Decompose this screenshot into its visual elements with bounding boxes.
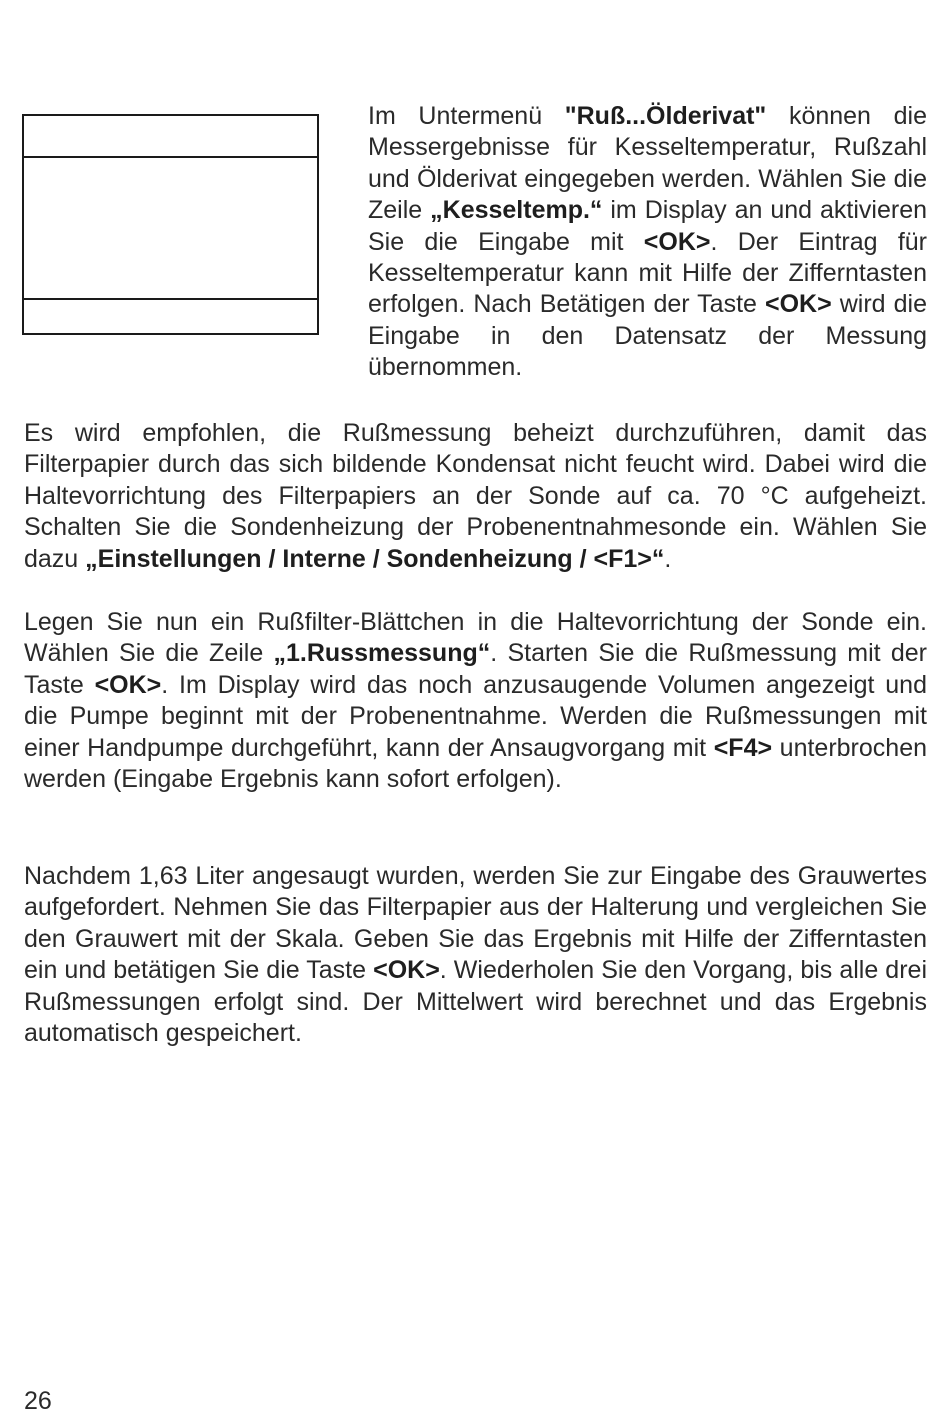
intro-text-2: können die Messergebnisse für Kesseltemperatur, Rußzahl und Ölderivat eingegeben werden. Wählen Sie die Zeile <box>368 102 927 225</box>
page-number: 26 <box>24 1387 52 1415</box>
body-paragraph-russmessung <box>24 607 927 795</box>
intro-text-3: im Display an und aktivieren Sie die Eingabe mit <box>368 196 928 256</box>
body2-text-2: . Starten Sie die Rußmessung mit der Taste <box>24 639 927 699</box>
body3-text-1: Nachdem 1,63 Liter angesaugt wurden, werden Sie zur Eingabe des Grauwertes aufgefordert. Nehmen Sie das Filterpapier aus der Halterung und vergleichen Sie den Grauwert mit der Skala. Geben Sie das Ergebnis mit Hilfe der Zifferntasten ein und betätigen Sie die Taste <box>24 862 927 985</box>
body2-text-4: unterbrochen werden (Eingabe Ergebnis kann sofort erfolgen). <box>24 733 927 794</box>
body1-text-1: Es wird empfohlen, die Rußmessung beheizt durchzuführen, damit das Filterpapier durch das sich bildende Kondensat nicht feucht wird. Dabei wird die Haltevorrichtung des Filterpapiers an der Sonde auf ca. 70 °C aufgeheizt. Schalten Sie die Sondenheizung der Probenentnahmesonde ein. Wählen Sie dazu <box>24 419 927 573</box>
body3-text-2: . Wiederholen Sie den Vorgang, bis alle drei Rußmessungen erfolgt sind. Der Mittelwert wird berechnet und das Ergebnis automatisch gespeichert. <box>24 956 927 1048</box>
menu-name-russ-olderivat: "Ruß...Ölderivat" <box>564 102 767 130</box>
key-ok: <OK> <box>643 227 711 256</box>
display-divider-bottom <box>24 298 317 300</box>
menu-item-kesseltemp: „Kesseltemp.“ <box>430 196 603 225</box>
key-f4: <F4> <box>713 733 773 762</box>
key-ok: <OK> <box>373 956 440 985</box>
key-ok: <OK> <box>94 670 162 699</box>
body1-text-2: . <box>664 544 672 573</box>
menu-item-1-russmessung: „1.Russmessung“ <box>273 639 491 668</box>
intro-text-5: wird die Eingabe in den Datensatz der Messung übernommen. <box>368 290 927 382</box>
intro-text-4: . Der Eintrag für Kesseltemperatur kann mit Hilfe der Zifferntasten erfolgen. Nach Betätigen der Taste <box>368 227 928 319</box>
body2-text-1: Legen Sie nun ein Rußfilter-Blättchen in die Haltevorrichtung der Sonde ein. Wählen Sie die Zeile <box>24 608 927 668</box>
menu-path-sondenheizung: „Einstellungen / Interne / Sondenheizung / <F1>“ <box>85 544 665 573</box>
key-ok: <OK> <box>764 290 832 319</box>
body-paragraph-grauwert <box>24 861 927 1049</box>
body2-text-3: . Im Display wird das noch anzusaugende Volumen angezeigt und die Pumpe beginnt mit der Probenentnahme. Werden die Rußmessungen mit einer Handpumpe durchgeführt, kann der Ansaugvorgang mit <box>24 670 927 762</box>
intro-text-1: Im Untermenü <box>368 102 565 130</box>
intro-paragraph <box>368 101 927 384</box>
display-screenshot-placeholder <box>22 114 319 335</box>
display-divider-top <box>24 156 317 158</box>
body-paragraph-heating <box>24 418 927 575</box>
